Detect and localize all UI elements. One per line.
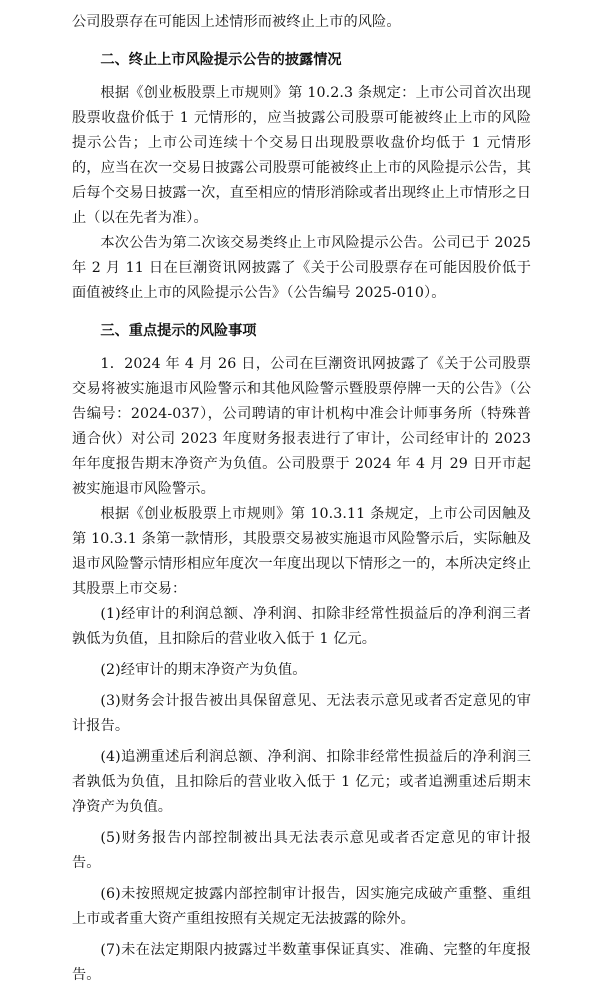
intro-tail-text: 公司股票存在可能因上述情形而被终止上市的风险。 — [72, 14, 401, 30]
condition-item-4: (4)追溯重述后利润总额、净利润、扣除非经常性损益后的净利润三者孰低为负值，且扣除后的营业收入低于 1 亿元；或者追溯重述后期末净资产为负值。 — [72, 749, 531, 815]
condition-item-2: (2)经审计的期末净资产为负值。 — [100, 662, 307, 678]
condition-item-1: (1)经审计的利润总额、净利润、扣除非经常性损益后的净利润三者孰低为负值，且扣除后的营业收入低于 1 亿元。 — [72, 606, 531, 647]
condition-item-7: (7)未在法定期限内披露过半数董事保证真实、准确、完整的年度报告。 — [72, 942, 531, 983]
condition-item-3: (3)财务会计报告被出具保留意见、无法表示意见或者否定意见的审计报告。 — [72, 693, 531, 734]
condition-item-5: (5)财务报告内部控制被出具无法表示意见或者否定意见的审计报告。 — [72, 830, 531, 871]
section-2-paragraph-1: 根据《创业板股票上市规则》第 10.2.3 条规定：上市公司首次出现股票收盘价低于 1 元情形的，应当披露公司股票可能被终止上市的风险提示公告；上市公司连续十个交易日出现股票收盘价均低于 1 元情形的，应当在次一交易日披露公司股票可能被终止上市的风险提示公告，其后每个交易日披露一次，直至相应的情形消除或者出现终止上市情形之日止（以在先者为准）。 — [72, 85, 531, 226]
section-3-paragraph-2: 根据《创业板股票上市规则》第 10.3.11 条规定，上市公司因触及第 10.3.1 条第一款情形，其股票交易被实施退市风险警示后，实际触及退市风险警示情形相应年度次一年度出现以下情形之一的，本所决定终止其股票上市交易： — [72, 506, 531, 597]
section-2-paragraph-2: 本次公告为第二次该交易类终止上市风险提示公告。公司已于 2025 年 2 月 11 日在巨潮资讯网披露了《关于公司股票存在可能因股价低于面值被终止上市的风险提示公告》（公告编号 2025-010）。 — [72, 235, 531, 301]
section-3-heading: 三、重点提示的风险事项 — [100, 323, 257, 339]
condition-item-6: (6)未按照规定披露内部控制审计报告，因实施完成破产重整、重组上市或者重大资产重组按照有关规定无法披露的除外。 — [72, 886, 531, 927]
section-2-heading: 二、终止上市风险提示公告的披露情况 — [100, 52, 342, 68]
section-3-paragraph-1: 1．2024 年 4 月 26 日，公司在巨潮资讯网披露了《关于公司股票交易将被实施退市风险警示和其他风险警示暨股票停牌一天的公告》（公告编号：2024-037），公司聘请的审计机构中准会计师事务所（特殊普通合伙）对公司 2023 年度财务报表进行了审计，公司经审计的 2023 年年度报告期末净资产为负值。公司股票于 2024 年 4 月 29 日开市起被实施退市风险警示。 — [72, 356, 531, 497]
